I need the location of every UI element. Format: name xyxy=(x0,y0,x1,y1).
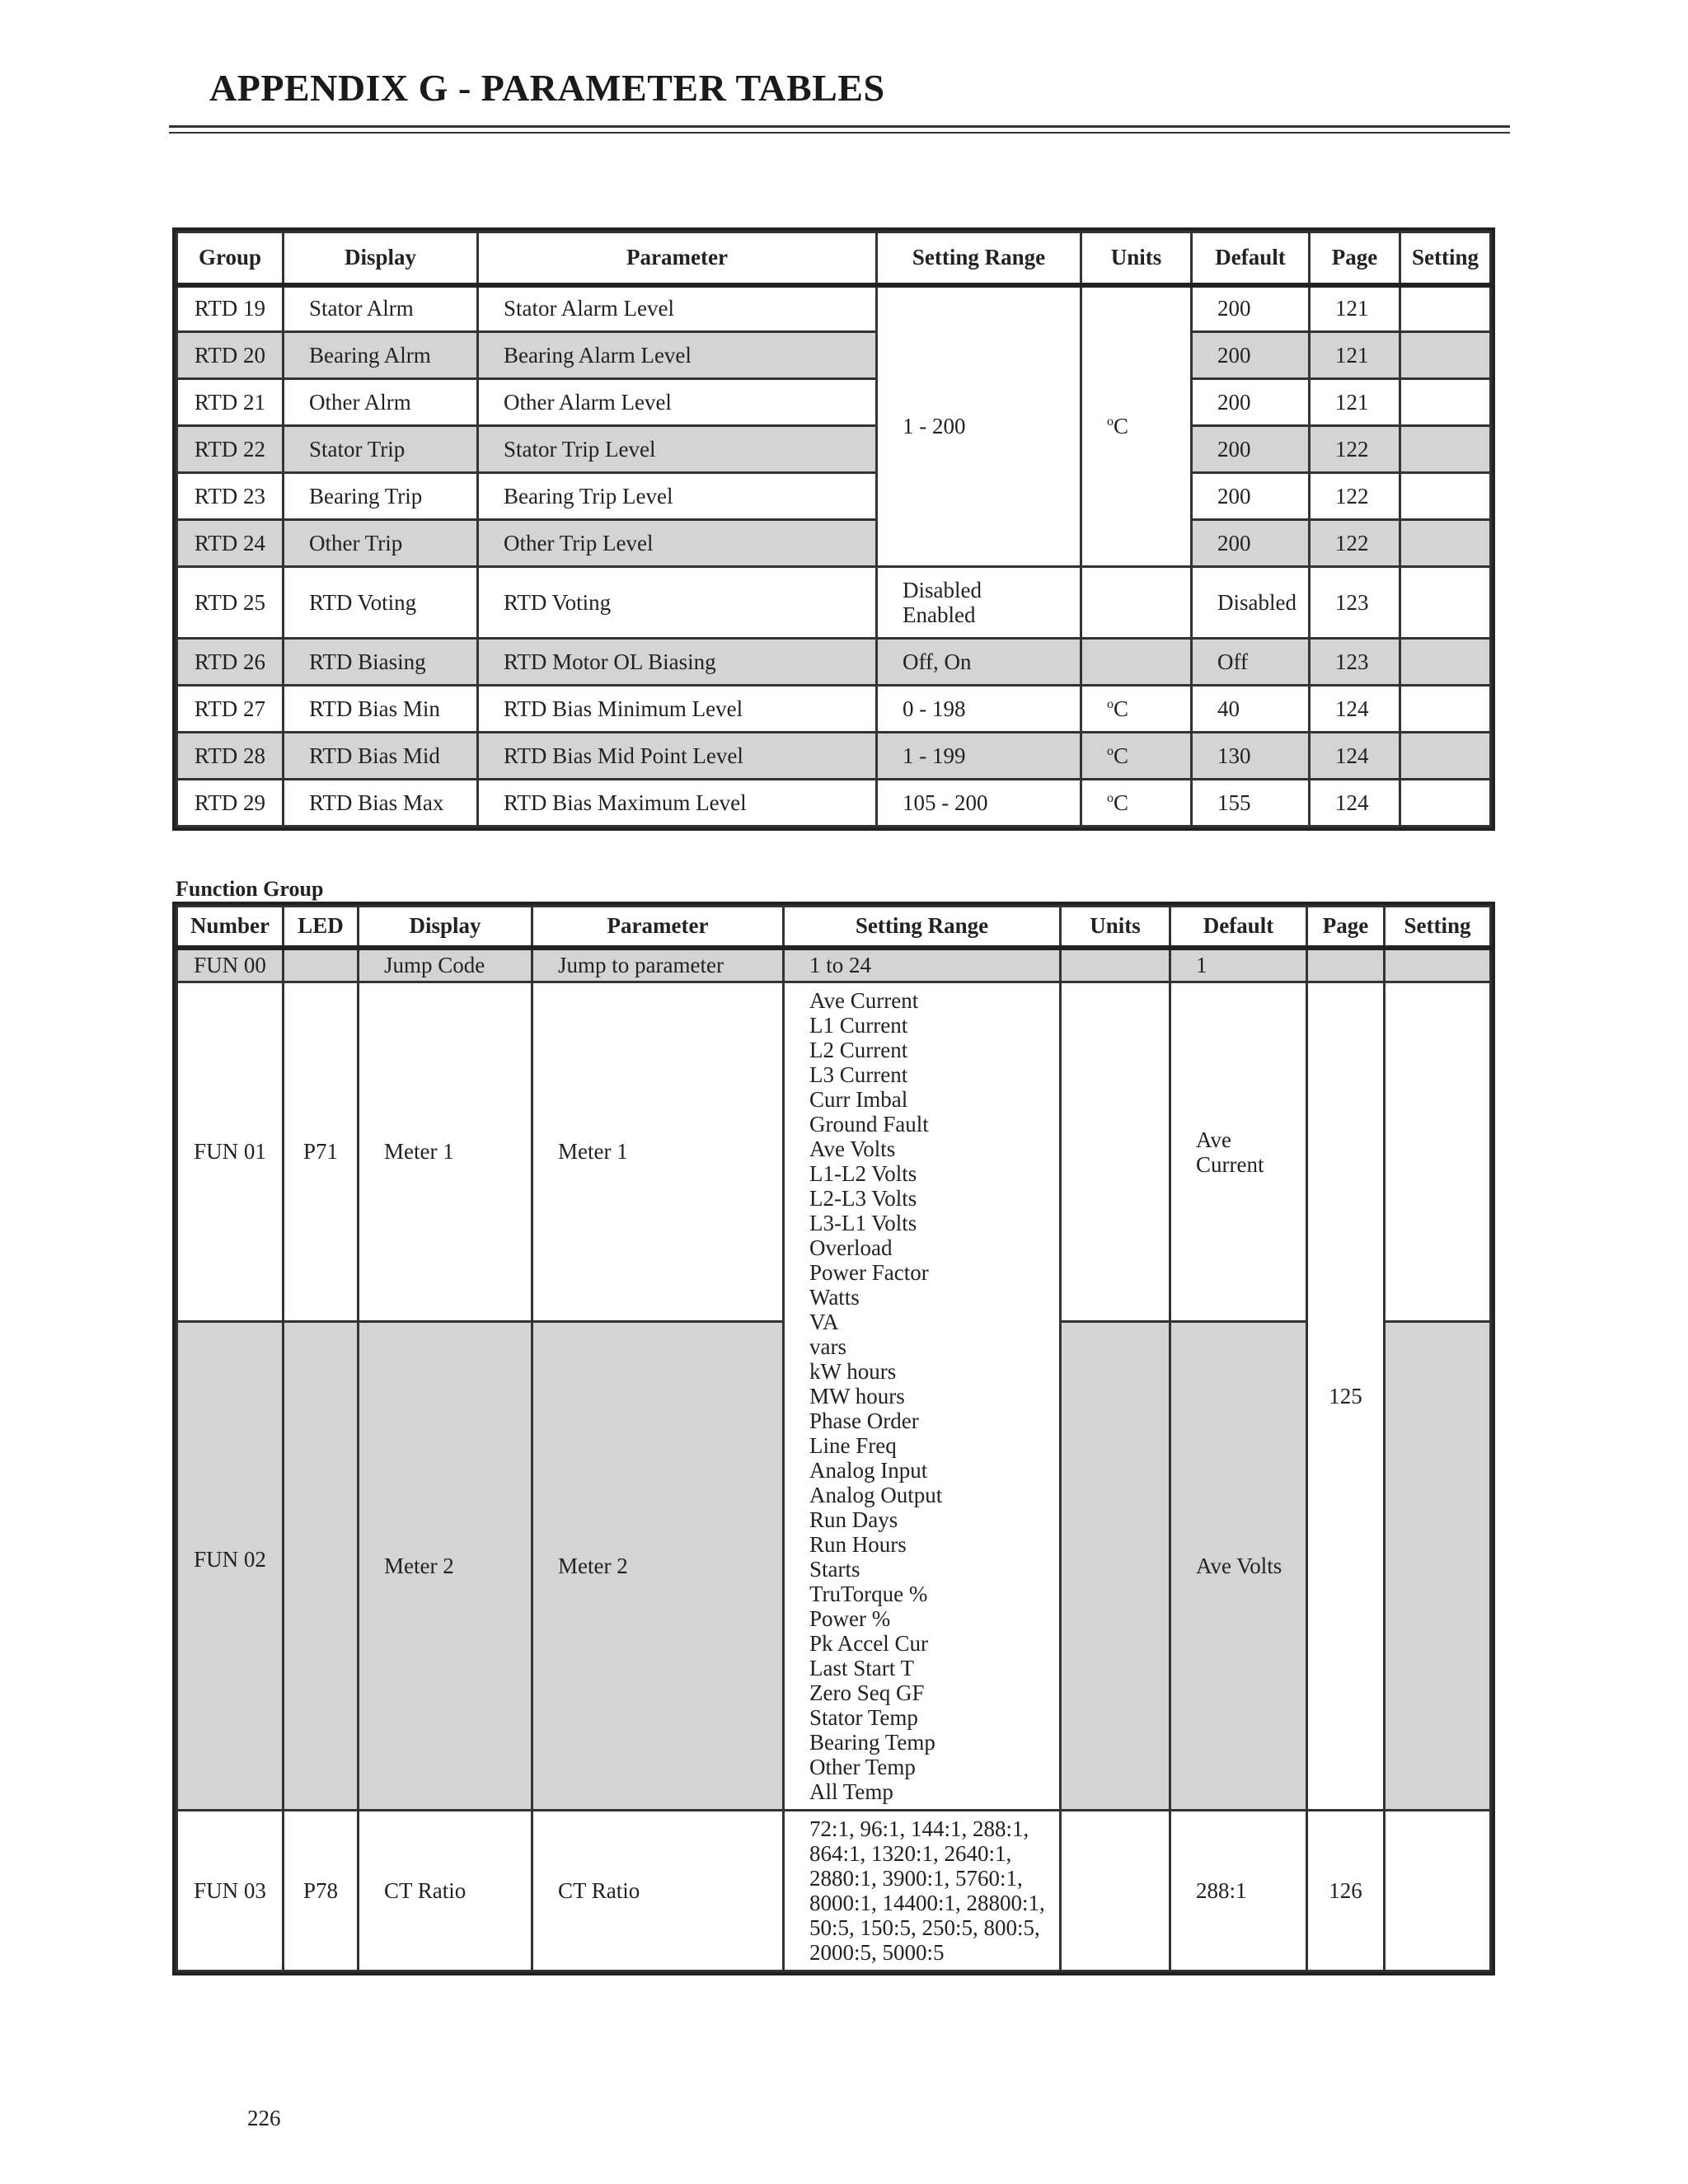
cell-display: Bearing Trip xyxy=(284,473,478,520)
cell-setting[interactable] xyxy=(1400,473,1491,520)
cell-number: FUN 01 xyxy=(177,982,284,1322)
table-row xyxy=(177,520,1491,567)
cell-setting-range: 1 - 199 xyxy=(877,733,1081,780)
table-row xyxy=(177,473,1491,520)
cell-parameter: Jump to parameter xyxy=(532,948,784,982)
cell-setting[interactable] xyxy=(1400,780,1491,827)
cell-setting[interactable] xyxy=(1400,733,1491,780)
cell-setting[interactable] xyxy=(1400,686,1491,733)
cell-units xyxy=(1081,780,1192,827)
cell-default: Disabled xyxy=(1192,567,1310,639)
cell-parameter: Other Trip Level xyxy=(478,520,877,567)
cell-setting-range: Ave Current L1 Current L2 Current L3 Current Curr Imbal Ground Fault Ave Volts L1-L2 Volts L2-L3 Volts L3-L1 Volts Overload Power Factor Watts VA vars kW hours MW hours Phase Order Line Freq Analog Input Analog Output Run Days Run Hours Starts TruTorque % Power % Pk Accel Cur Last Start T Zero Seq GF Stator Temp Bearing Temp Other Temp All Temp xyxy=(784,982,1061,1811)
cell-display: RTD Bias Mid xyxy=(284,733,478,780)
cell-default: 1 xyxy=(1170,948,1307,982)
page-title: APPENDIX G - PARAMETER TABLES xyxy=(209,67,885,109)
cell-default: 200 xyxy=(1192,520,1310,567)
degree-symbol: o xyxy=(1107,414,1114,429)
function-group-label: Function Group xyxy=(176,877,324,901)
cell-display: RTD Bias Max xyxy=(284,780,478,827)
cell-default: Ave Volts xyxy=(1170,1322,1307,1811)
table-row xyxy=(177,780,1491,827)
cell-units xyxy=(1081,567,1192,639)
cell-page: 121 xyxy=(1310,379,1400,426)
cell-display: RTD Biasing xyxy=(284,639,478,686)
cell-parameter: RTD Bias Mid Point Level xyxy=(478,733,877,780)
cell-display: RTD Voting xyxy=(284,567,478,639)
cell-page xyxy=(1307,948,1385,982)
cell-group: RTD 29 xyxy=(177,780,284,827)
cell-display: Stator Alrm xyxy=(284,285,478,332)
cell-display: Meter 1 xyxy=(359,982,532,1322)
cell-display: Bearing Alrm xyxy=(284,332,478,379)
cell-display: Other Trip xyxy=(284,520,478,567)
header-parameter: Parameter xyxy=(478,232,877,285)
cell-page: 124 xyxy=(1310,780,1400,827)
title-rule-bottom xyxy=(169,132,1510,134)
unit-text: C xyxy=(1114,696,1129,721)
cell-led xyxy=(284,948,359,982)
unit-text: C xyxy=(1114,743,1129,768)
header-units: Units xyxy=(1081,232,1192,285)
cell-default: 200 xyxy=(1192,332,1310,379)
cell-default: 200 xyxy=(1192,473,1310,520)
table-row xyxy=(177,285,1491,332)
cell-setting-range: Off, On xyxy=(877,639,1081,686)
page-number: 226 xyxy=(247,2106,281,2130)
header-setting: Setting xyxy=(1400,232,1491,285)
cell-setting[interactable] xyxy=(1400,426,1491,473)
cell-group: RTD 27 xyxy=(177,686,284,733)
cell-units xyxy=(1061,1811,1170,1971)
cell-parameter: RTD Motor OL Biasing xyxy=(478,639,877,686)
cell-default: 200 xyxy=(1192,379,1310,426)
cell-group: RTD 19 xyxy=(177,285,284,332)
cell-number-text: FUN 02 xyxy=(194,1546,266,1572)
function-group-table xyxy=(176,905,1492,1972)
cell-display: Jump Code xyxy=(359,948,532,982)
cell-parameter: Other Alarm Level xyxy=(478,379,877,426)
header-default: Default xyxy=(1192,232,1310,285)
table-row xyxy=(177,982,1491,1322)
header-default: Default xyxy=(1170,907,1307,948)
cell-setting[interactable] xyxy=(1385,1811,1491,1971)
cell-page: 124 xyxy=(1310,686,1400,733)
cell-group: RTD 25 xyxy=(177,567,284,639)
cell-group: RTD 28 xyxy=(177,733,284,780)
cell-default: 155 xyxy=(1192,780,1310,827)
cell-parameter: RTD Voting xyxy=(478,567,877,639)
shared-range-text: 1 - 200 xyxy=(903,413,966,438)
cell-setting[interactable] xyxy=(1400,520,1491,567)
table-header-row xyxy=(177,232,1491,285)
header-led: LED xyxy=(284,907,359,948)
unit-text: C xyxy=(1114,413,1129,438)
cell-page: 121 xyxy=(1310,285,1400,332)
degree-symbol: o xyxy=(1107,696,1114,711)
cell-page: 122 xyxy=(1310,473,1400,520)
cell-setting-range: 1 to 24 xyxy=(784,948,1061,982)
cell-led xyxy=(284,1322,359,1811)
cell-default: 40 xyxy=(1192,686,1310,733)
cell-default: 200 xyxy=(1192,426,1310,473)
header-number: Number xyxy=(177,907,284,948)
header-parameter: Parameter xyxy=(532,907,784,948)
table-row xyxy=(177,567,1491,639)
title-rule-top xyxy=(169,125,1510,128)
cell-units xyxy=(1081,639,1192,686)
header-display: Display xyxy=(359,907,532,948)
table-row xyxy=(177,426,1491,473)
rtd-parameter-table xyxy=(176,231,1492,827)
table-row xyxy=(177,379,1491,426)
cell-units xyxy=(1081,733,1192,780)
cell-setting[interactable] xyxy=(1385,982,1491,1322)
cell-number: FUN 00 xyxy=(177,948,284,982)
cell-parameter: RTD Bias Maximum Level xyxy=(478,780,877,827)
cell-page: 125 xyxy=(1307,982,1385,1811)
cell-display: Meter 2 xyxy=(359,1322,532,1811)
cell-parameter: Stator Trip Level xyxy=(478,426,877,473)
cell-units xyxy=(1061,1322,1170,1811)
table-row xyxy=(177,639,1491,686)
header-page: Page xyxy=(1307,907,1385,948)
cell-setting-range: Disabled Enabled xyxy=(877,567,1081,639)
cell-group: RTD 23 xyxy=(177,473,284,520)
cell-group: RTD 21 xyxy=(177,379,284,426)
cell-parameter: Bearing Alarm Level xyxy=(478,332,877,379)
cell-units xyxy=(1061,982,1170,1322)
table-row xyxy=(177,332,1491,379)
cell-setting-range: 72:1, 96:1, 144:1, 288:1, 864:1, 1320:1, 2640:1, 2880:1, 3900:1, 5760:1, 8000:1, 14400:1, 28800:1, 50:5, 150:5, 250:5, 800:5, 2000:5, 5000:5 xyxy=(784,1811,1061,1971)
cell-display: Stator Trip xyxy=(284,426,478,473)
table-header-row xyxy=(177,907,1491,948)
cell-setting-range: 105 - 200 xyxy=(877,780,1081,827)
degree-symbol: o xyxy=(1107,743,1114,758)
header-setting-range: Setting Range xyxy=(877,232,1081,285)
cell-page: 126 xyxy=(1307,1811,1385,1971)
cell-setting[interactable] xyxy=(1400,567,1491,639)
cell-group: RTD 26 xyxy=(177,639,284,686)
cell-parameter: Meter 2 xyxy=(532,1322,784,1811)
cell-setting-range xyxy=(877,285,1081,567)
cell-number: FUN 03 xyxy=(177,1811,284,1971)
cell-page: 122 xyxy=(1310,520,1400,567)
cell-units xyxy=(1081,285,1192,567)
header-page: Page xyxy=(1310,232,1400,285)
cell-parameter: RTD Bias Minimum Level xyxy=(478,686,877,733)
header-display: Display xyxy=(284,232,478,285)
cell-page: 123 xyxy=(1310,639,1400,686)
header-setting: Setting xyxy=(1385,907,1491,948)
table-row xyxy=(177,686,1491,733)
table-row xyxy=(177,1811,1491,1971)
cell-default: Off xyxy=(1192,639,1310,686)
cell-default: Ave Current xyxy=(1170,982,1307,1322)
unit-text: C xyxy=(1114,790,1129,815)
cell-parameter: Stator Alarm Level xyxy=(478,285,877,332)
cell-units xyxy=(1061,948,1170,982)
cell-setting[interactable] xyxy=(1400,379,1491,426)
cell-display: Other Alrm xyxy=(284,379,478,426)
cell-parameter: Bearing Trip Level xyxy=(478,473,877,520)
cell-parameter: Meter 1 xyxy=(532,982,784,1322)
cell-group: RTD 24 xyxy=(177,520,284,567)
cell-setting[interactable] xyxy=(1385,1322,1491,1811)
cell-setting[interactable] xyxy=(1400,332,1491,379)
cell-number xyxy=(177,1322,284,1811)
cell-default: 130 xyxy=(1192,733,1310,780)
cell-page: 121 xyxy=(1310,332,1400,379)
cell-setting[interactable] xyxy=(1400,639,1491,686)
cell-default: 288:1 xyxy=(1170,1811,1307,1971)
cell-display: CT Ratio xyxy=(359,1811,532,1971)
cell-group: RTD 20 xyxy=(177,332,284,379)
cell-group: RTD 22 xyxy=(177,426,284,473)
cell-page: 122 xyxy=(1310,426,1400,473)
header-group: Group xyxy=(177,232,284,285)
cell-page: 124 xyxy=(1310,733,1400,780)
degree-symbol: o xyxy=(1107,790,1114,805)
header-setting-range: Setting Range xyxy=(784,907,1061,948)
cell-setting[interactable] xyxy=(1385,948,1491,982)
cell-setting[interactable] xyxy=(1400,285,1491,332)
cell-led: P78 xyxy=(284,1811,359,1971)
cell-display: RTD Bias Min xyxy=(284,686,478,733)
cell-page: 123 xyxy=(1310,567,1400,639)
cell-parameter: CT Ratio xyxy=(532,1811,784,1971)
table-row xyxy=(177,733,1491,780)
cell-default: 200 xyxy=(1192,285,1310,332)
cell-units xyxy=(1081,686,1192,733)
header-units: Units xyxy=(1061,907,1170,948)
cell-led: P71 xyxy=(284,982,359,1322)
table-row xyxy=(177,948,1491,982)
cell-setting-range: 0 - 198 xyxy=(877,686,1081,733)
